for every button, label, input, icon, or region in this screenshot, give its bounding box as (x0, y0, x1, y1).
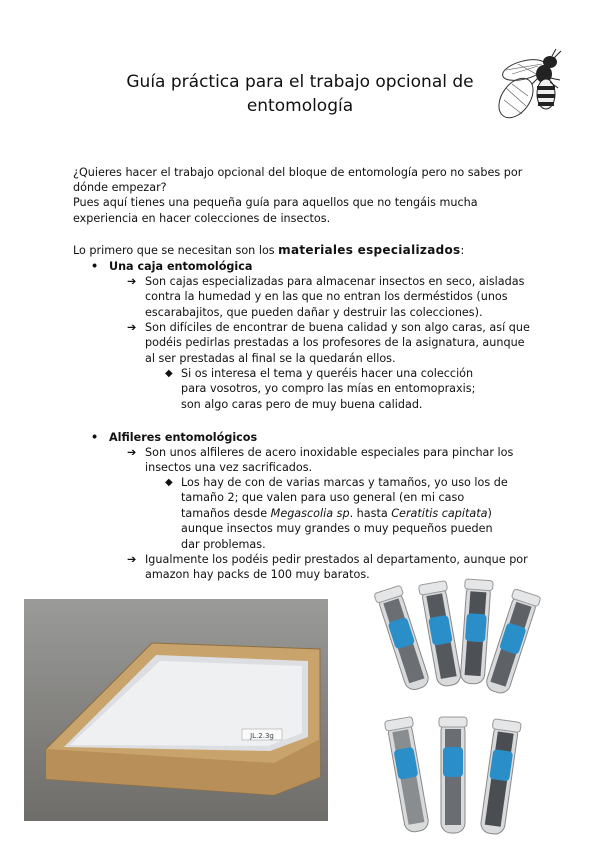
arrow-right-icon: ➔ (127, 275, 137, 288)
bullet-dot-icon: • (91, 431, 99, 444)
lead-bold: materiales especializados (278, 243, 461, 257)
species-name: Megascolia sp (270, 506, 350, 520)
list-item (127, 320, 535, 366)
bee-illustration (498, 48, 564, 122)
list-item-text: Son difíciles de encontrar de buena calidad y son algo caras, así que podéis pedirlas prestadas a los profesores de la asignatura, aunque al ser prestadas al final se la quedarán ellos. (145, 321, 530, 365)
lead-sentence (73, 243, 464, 258)
list-item (127, 274, 530, 320)
arrow-right-icon: ➔ (127, 553, 137, 566)
bullet-dot-icon: • (91, 260, 99, 273)
section-heading-text: Alfileres entomológicos (109, 431, 258, 444)
intro-text (73, 165, 533, 226)
species-name: Ceratitis capitata (391, 506, 488, 520)
lead-colon: : (460, 244, 465, 257)
entomology-box-photo (24, 599, 328, 821)
arrow-right-icon: ➔ (127, 446, 137, 459)
list-item (127, 445, 525, 476)
list-item-text: Son cajas especializadas para almacenar insectos en seco, aisladas contra la humedad y en las que no entran los derméstidos (unos escarabajitos, que pueden dañar y destruir las colecciones). (145, 275, 525, 319)
section-heading-caja (91, 259, 253, 274)
intro-paragraph-1: ¿Quieres hacer el trabajo opcional del bloque de entomología pero no sabes por dónde empezar? (73, 166, 523, 195)
diamond-icon: ◆ (165, 477, 173, 488)
arrow-right-icon: ➔ (127, 321, 137, 334)
intro-paragraph-2: Pues aquí tienes una pequeña guía para aquellos que no tengáis mucha experiencia en hacer colecciones de insectos. (73, 196, 478, 225)
list-item (165, 366, 483, 412)
list-item (165, 475, 511, 552)
pin-packs-photo (355, 575, 555, 843)
diamond-icon: ◆ (165, 368, 173, 379)
lead-text: Lo primero que se necesitan son los (73, 244, 279, 257)
list-item-text: Si os interesa el tema y queréis hacer una colección para vosotros, yo compro las mías en entomopraxis; son algo caras pero de muy buena calidad. (181, 367, 476, 411)
box-label: JL.2.3g (250, 732, 274, 740)
section-heading-alfileres (91, 430, 258, 445)
section-heading-text: Una caja entomológica (109, 260, 253, 273)
list-item-text: Son unos alfileres de acero inoxidable especiales para pinchar los insectos una vez sacrificados. (145, 446, 514, 475)
page-title: Guía práctica para el trabajo opcional de entomología (126, 72, 474, 116)
list-item-text: Los hay de con de varias marcas y tamaños, yo uso los de tamaño 2; que valen para uso general (en mi caso tamaños desde (181, 476, 508, 520)
list-item-text: . hasta (349, 506, 392, 520)
list-item-text: Igualmente los podéis pedir prestados al departamento, aunque por amazon hay packs de 100 muy baratos. (145, 553, 528, 582)
list-item-text: ) aunque insectos muy grandes o muy pequeños pueden dar problemas. (181, 506, 493, 551)
